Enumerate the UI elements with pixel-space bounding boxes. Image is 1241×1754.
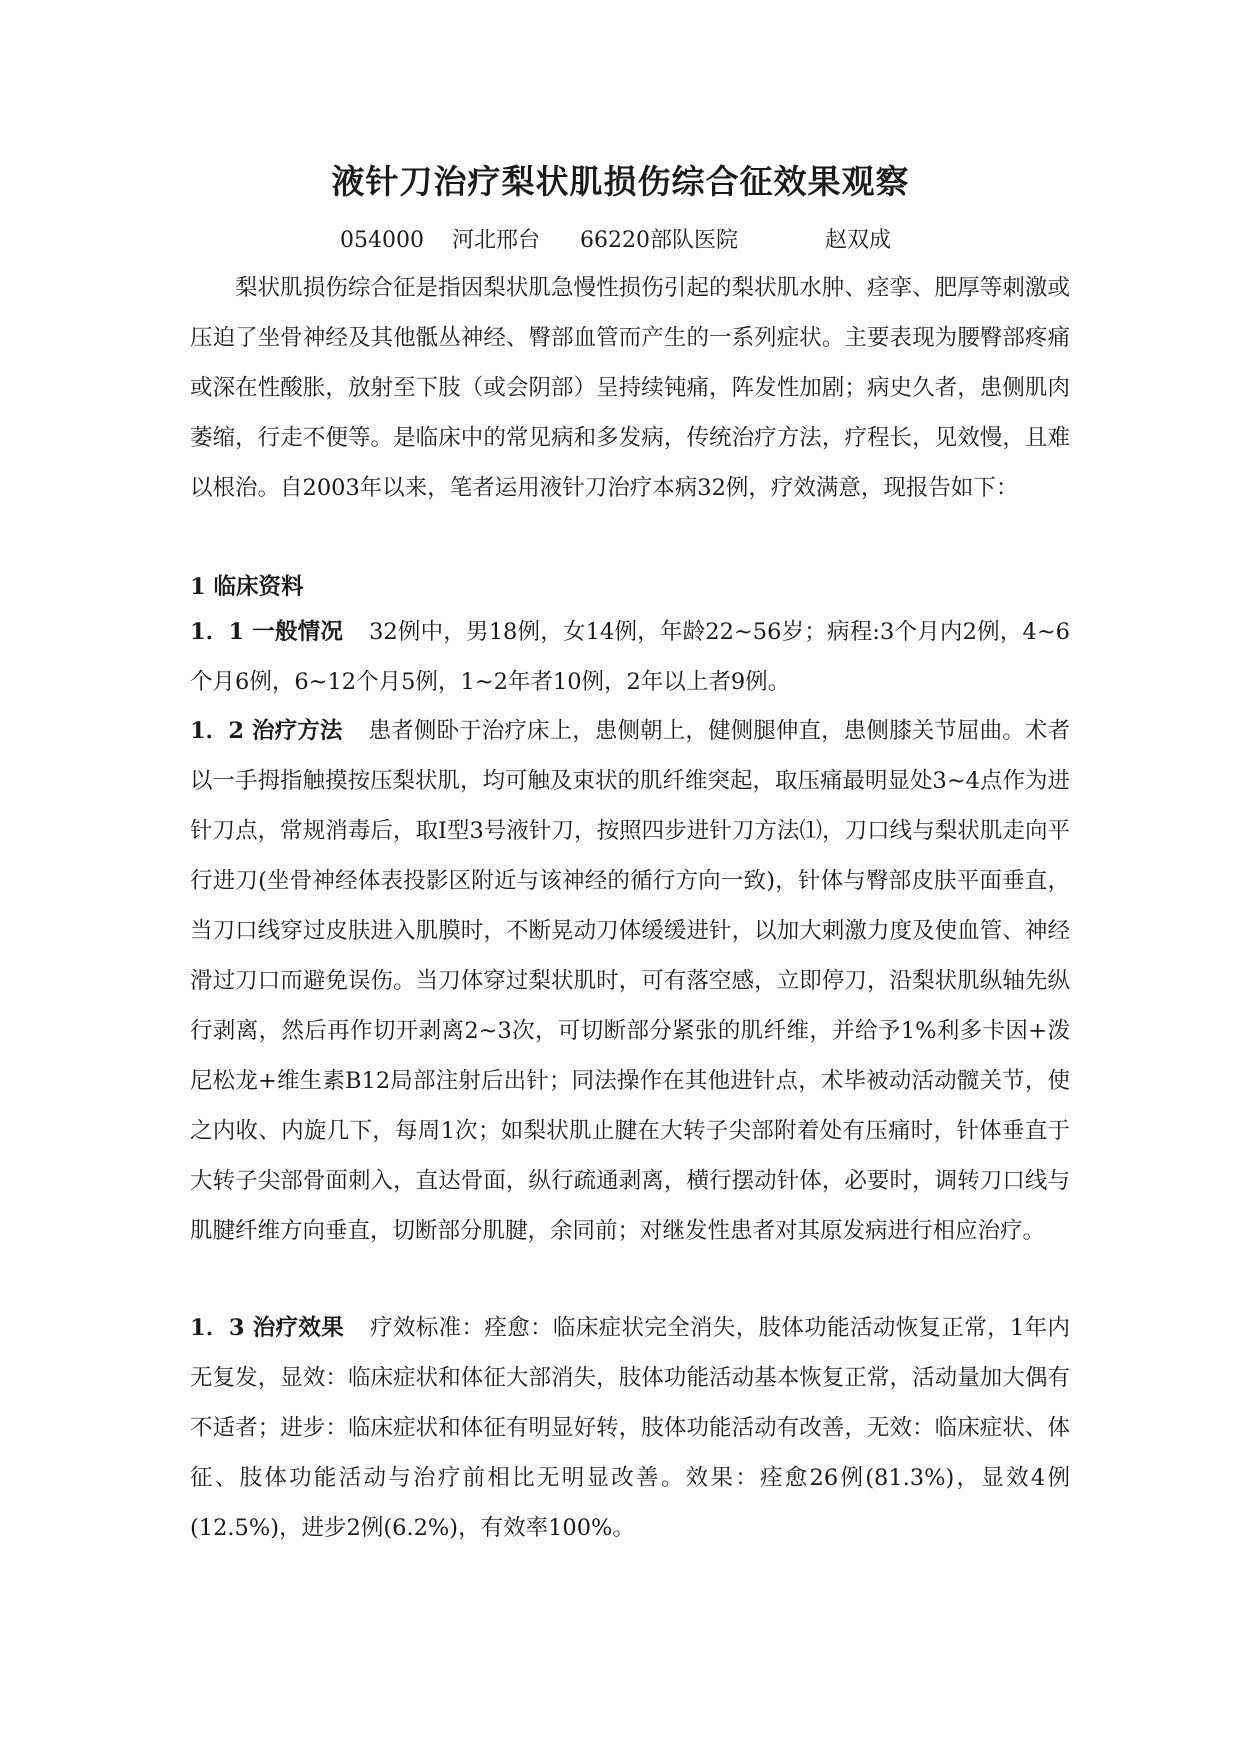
intro-paragraph-block — [190, 263, 1070, 513]
subsection-label: 1．1 一般情况 — [190, 619, 344, 645]
author-unit: 66220部队医院 — [580, 228, 738, 253]
subsection-text: 疗效标准：痊愈：临床症状完全消失，肢体功能活动恢复正常，1年内无复发，显效：临床症状和体征大部消失，肢体功能活动基本恢复正常，活动量加大偶有不适者；进步：临床症状和体征有明显好转，肢体功能活动有改善，无效：临床症状、体征、肢体功能活动与治疗前相比无明显改善。效果：痊愈26例(81.3%)，显效4例(12.5%)，进步2例(6.2%)，有效率100%。 — [190, 1315, 1070, 1541]
page-title: 液针刀治疗梨状肌损伤综合征效果观察 — [331, 162, 910, 201]
subsection-text: 32例中，男18例，女14例，年龄22~56岁；病程:3个月内2例，4~6个月6例，6~12个月5例，1~2年者10例，2年以上者9例。 — [190, 619, 1070, 695]
author-name: 赵双成 — [825, 228, 892, 253]
subsection-paragraph — [190, 1303, 1070, 1553]
subsection-text: 患者侧卧于治疗床上，患侧朝上，健侧腿伸直，患侧膝关节屈曲。术者以一手拇指触摸按压梨状肌，均可触及束状的肌纤维突起，取压痛最明显处3~4点作为进针刀点，常规消毒后，取I型3号液针刀，按照四步进针刀方法⑴，刀口线与梨状肌走向平行进刀(坐骨神经体表投影区附近与该神经的循行方向一致)，针体与臀部皮肤平面垂直，当刀口线穿过皮肤进入肌膜时，不断晃动刀体缓缓进针，以加大刺激力度及使血管、神经滑过刀口而避免误伤。当刀体穿过梨状肌时，可有落空感，立即停刀，沿梨状肌纵轴先纵行剥离，然后再作切开剥离2~3次，可切断部分紧张的肌纤维，并给予1%利多卡因+泼尼松龙+维生素B12局部注射后出针；同法操作在其他进针点，术毕被动活动髋关节，使之内收、内旋几下，每周1次；如梨状肌止腱在大转子尖部附着处有压痛时，针体垂直于大转子尖部骨面刺入，直达骨面，纵行疏通剥离，横行摆动针体，必要时，调转刀口线与肌腱纤维方向垂直，切断部分肌腱，余同前；对继发性患者对其原发病进行相应治疗。 — [190, 718, 1070, 1244]
section-heading-clinical-data: 1 临床资料 — [190, 574, 304, 600]
subsection-treatment-method — [190, 706, 1070, 1256]
subsection-label: 1．2 治疗方法 — [190, 718, 343, 744]
subsection-general-info — [190, 607, 1070, 707]
author-zip: 054000 — [340, 228, 424, 253]
subsection-paragraph — [190, 607, 1070, 707]
intro-paragraph: 梨状肌损伤综合征是指因梨状肌急慢性损伤引起的梨状肌水肿、痉挛、肥厚等刺激或压迫了坐骨神经及其他骶丛神经、臀部血管而产生的一系列症状。主要表现为腰臀部疼痛或深在性酸胀，放射至下肢（或会阴部）呈持续钝痛，阵发性加剧；病史久者，患侧肌肉萎缩，行走不便等。是临床中的常见病和多发病，传统治疗方法，疗程长，见效慢，且难以根治。自2003年以来，笔者运用液针刀治疗本病32例，疗效满意，现报告如下： — [190, 275, 1070, 501]
author-city: 河北邢台 — [452, 228, 541, 253]
subsection-paragraph — [190, 706, 1070, 1256]
subsection-label: 1．3 治疗效果 — [190, 1315, 345, 1341]
subsection-treatment-results — [190, 1303, 1070, 1553]
